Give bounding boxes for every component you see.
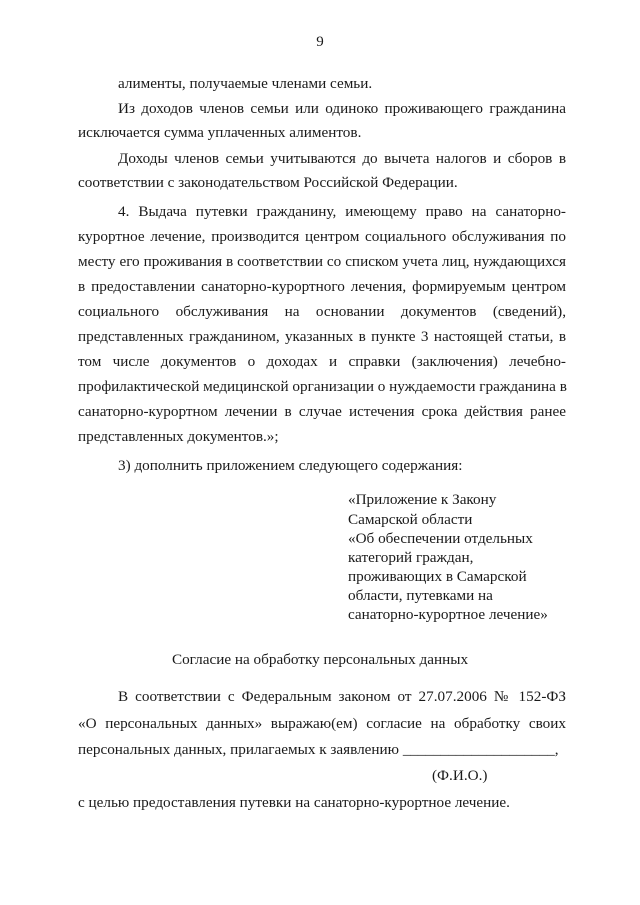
text-line: профилактической медицинской организации о нуждаемости гражданина в xyxy=(78,378,567,395)
text-line: соответствии с законодательством Российской Федерации. xyxy=(78,174,458,191)
text-line: социального обслуживания на основании документов (сведений), xyxy=(78,303,566,320)
text-line: 4. Выдача путевки гражданину, имеющему право на санаторно- xyxy=(118,203,566,220)
page-number: 9 xyxy=(316,34,324,50)
text-line: В соответствии с Федеральным законом от 27.07.2006 № 152-ФЗ xyxy=(118,688,566,705)
text-line: Из доходов членов семьи или одиноко проживающего гражданина xyxy=(118,100,566,117)
text-line: том числе документов о доходах и справки (заключения) лечебно- xyxy=(78,353,566,370)
text-line: месту его проживания в соответствии со списком учета лиц, нуждающихся xyxy=(78,253,566,270)
appendix-header-line: Самарской области xyxy=(348,511,473,528)
appendix-header-line: санаторно-курортное лечение» xyxy=(348,606,548,623)
text-line: представленных документов.»; xyxy=(78,428,279,445)
text-line: 3) дополнить приложением следующего содержания: xyxy=(118,457,463,474)
consent-title: Согласие на обработку персональных данных xyxy=(171,651,469,668)
appendix-header-line: категорий граждан, xyxy=(348,549,474,566)
appendix-header-line: «Приложение к Закону xyxy=(348,491,497,508)
text-line: персональных данных, прилагаемых к заявлению ____________________, xyxy=(78,741,559,758)
text-line: исключается сумма уплаченных алиментов. xyxy=(78,124,362,141)
text-line: представленных гражданином, указанных в пункте 3 настоящей статьи, в xyxy=(78,328,566,345)
appendix-header-line: «Об обеспечении отдельных xyxy=(348,530,533,547)
text-line: Доходы членов семьи учитываются до вычета налогов и сборов в xyxy=(118,150,566,167)
appendix-header-line: области, путевками на xyxy=(348,587,493,604)
text-line: курортное лечение, производится центром социального обслуживания по xyxy=(78,228,566,245)
fio-label: (Ф.И.О.) xyxy=(432,767,488,784)
text-line: в предоставлении санаторно-курортного лечения, формируемым центром xyxy=(78,278,566,295)
text-line: «О персональных данных» выражаю(ем) согласие на обработку своих xyxy=(78,715,566,732)
text-line: санаторно-курортном лечении в случае истечения срока действия ранее xyxy=(78,403,566,420)
text-line: с целью предоставления путевки на санаторно-курортное лечение. xyxy=(78,794,510,811)
text-line: алименты, получаемые членами семьи. xyxy=(118,75,373,92)
appendix-header-line: проживающих в Самарской xyxy=(348,568,527,585)
